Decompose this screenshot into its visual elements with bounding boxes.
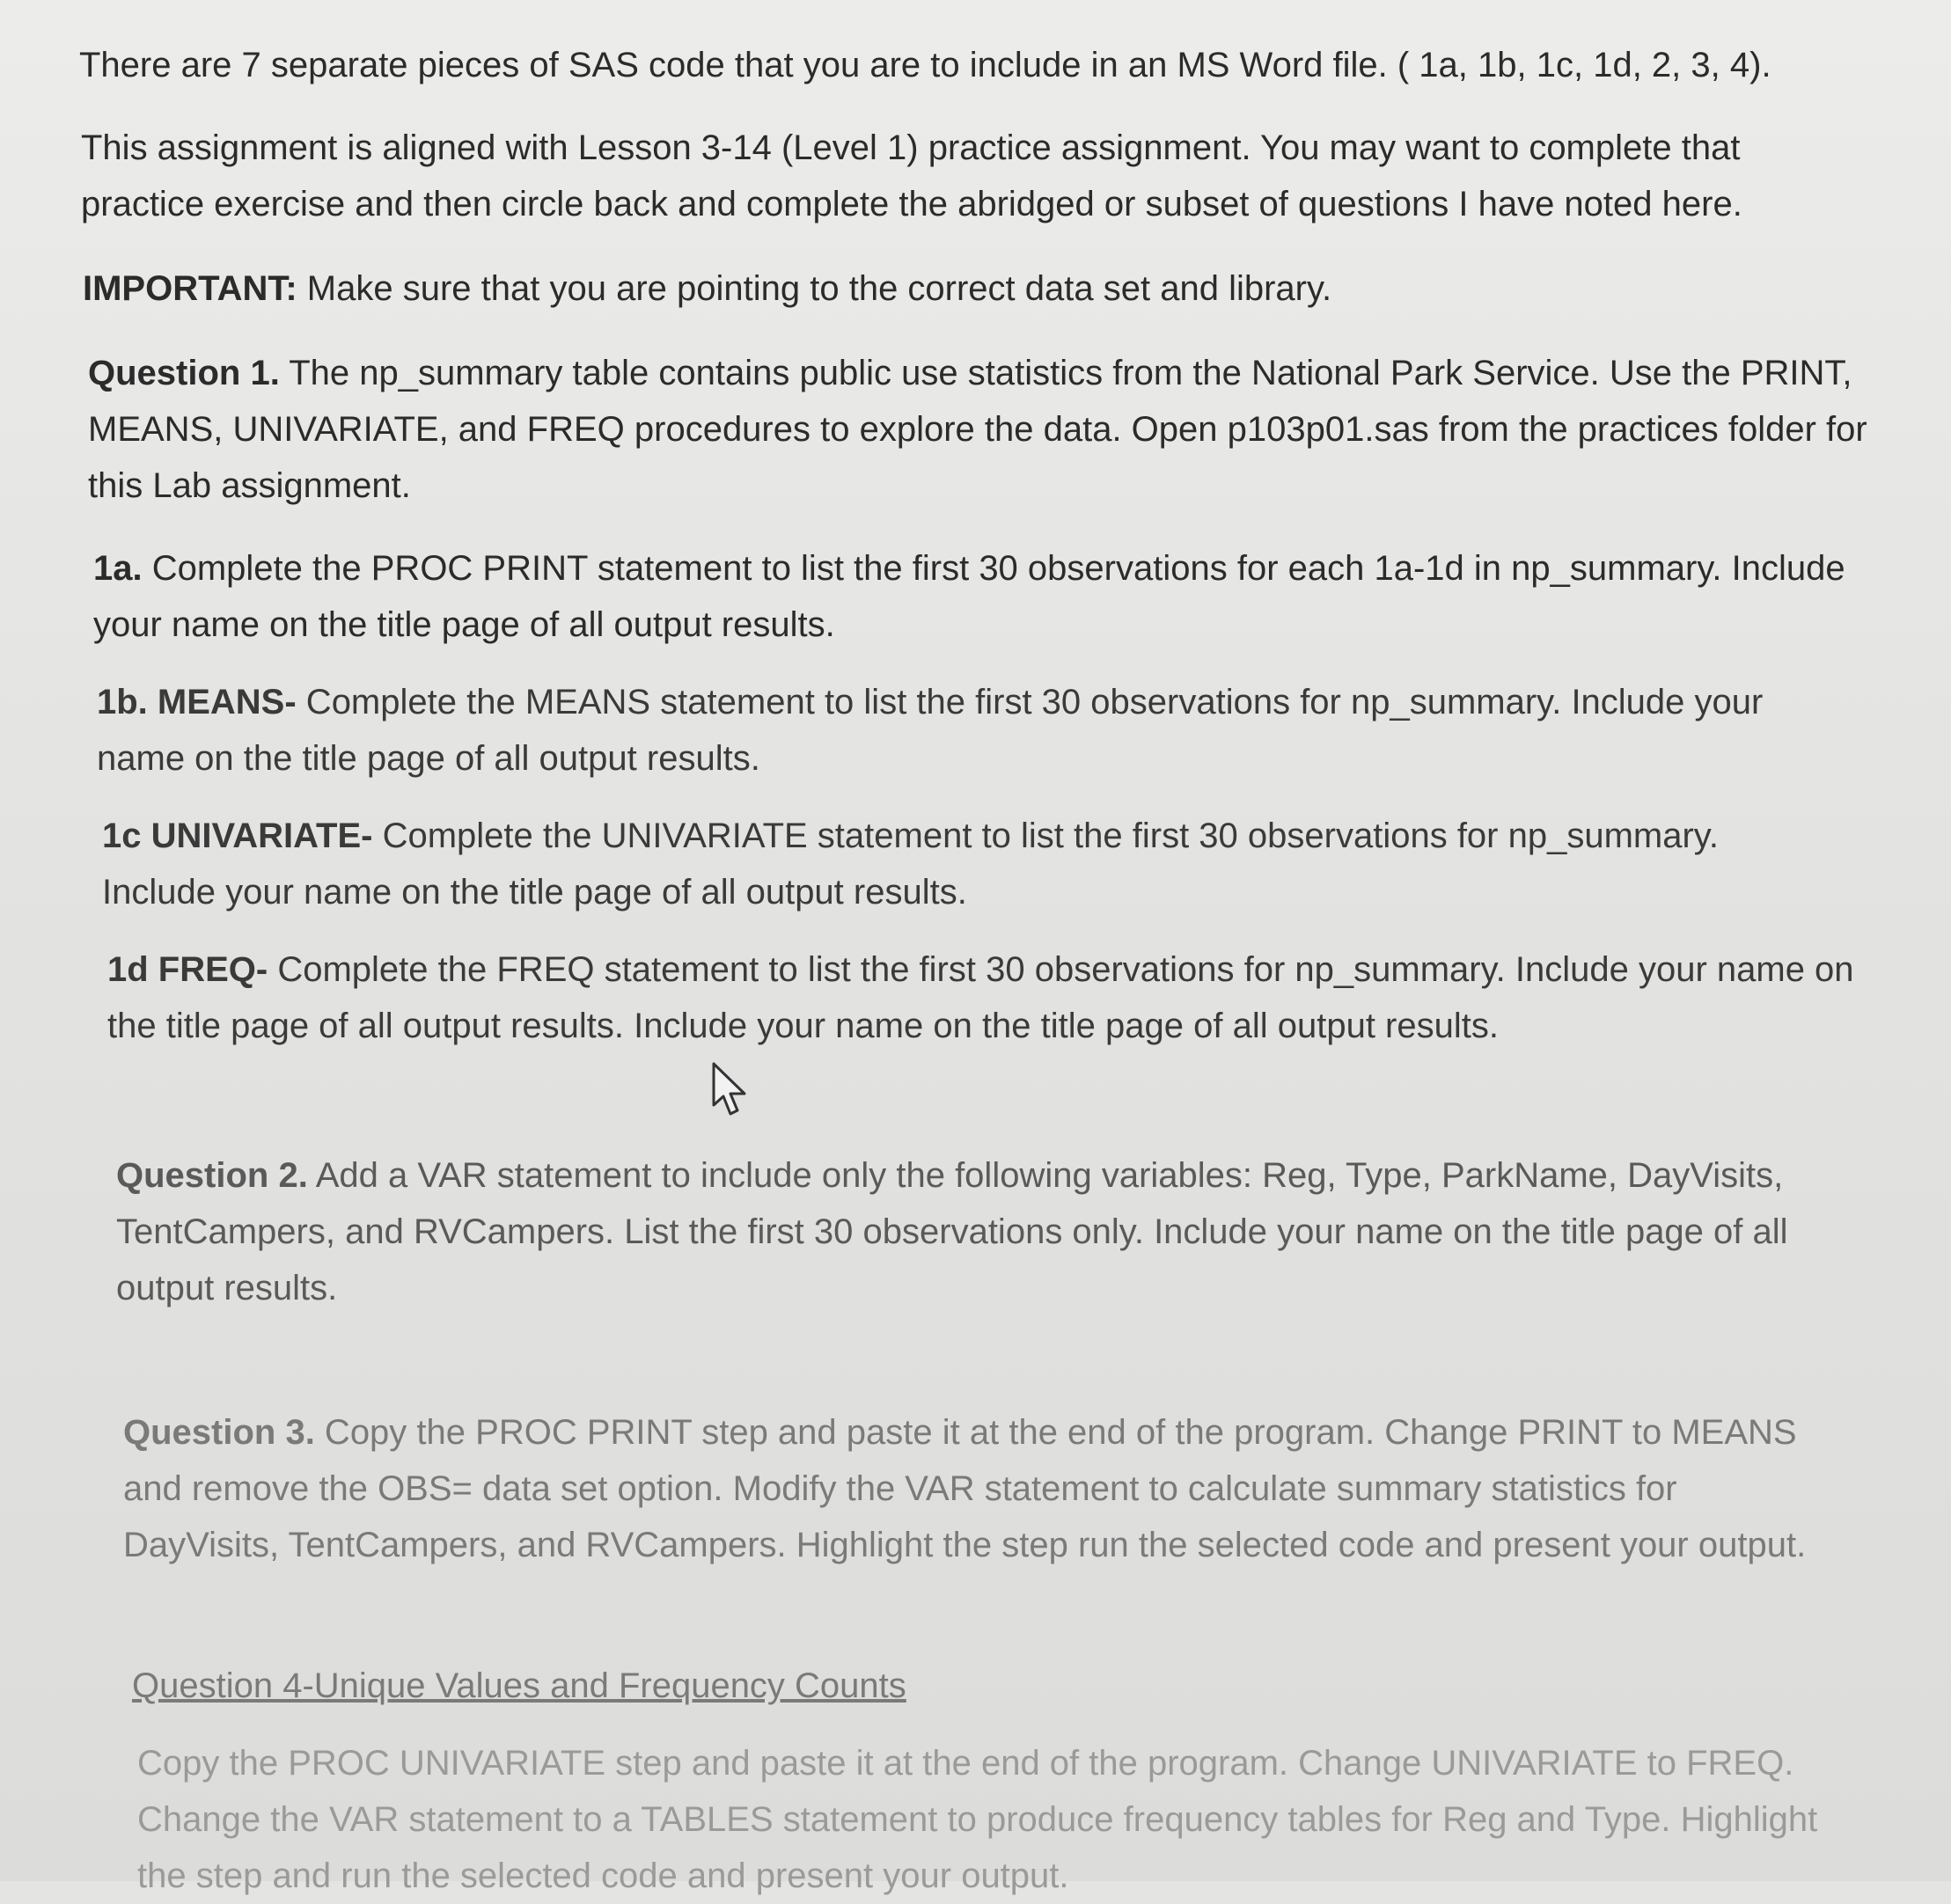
question-1c bbox=[102, 808, 1792, 920]
question-1d bbox=[107, 941, 1876, 1054]
question-4-heading: Question 4-Unique Values and Frequency Counts bbox=[132, 1666, 906, 1705]
question-1d-text: Complete the FREQ statement to list the first 30 observations for np_summary. Include your name on the title page of all output results. Include your name on the title page of all output results. bbox=[107, 950, 1854, 1045]
question-1-text: The np_summary table contains public use statistics from the National Park Service. Use the PRINT, MEANS, UNIVARIATE, and FREQ procedures to explore the data. Open p103p01.sas from the practices folder for this Lab assignment. bbox=[88, 354, 1867, 505]
question-1c-label: 1c UNIVARIATE- bbox=[102, 817, 373, 855]
question-2-label: Question 2. bbox=[116, 1156, 308, 1195]
mouse-pointer-icon bbox=[711, 1061, 752, 1117]
question-1-label: Question 1. bbox=[88, 354, 280, 392]
question-1a bbox=[93, 540, 1871, 653]
important-text: Make sure that you are pointing to the correct data set and library. bbox=[297, 269, 1332, 308]
question-1 bbox=[88, 345, 1874, 514]
intro-line-2: This assignment is aligned with Lesson 3-14 (Level 1) practice assignment. You may want to complete that practice exercise and then circle back and complete the abridged or subset of questions I have noted here. bbox=[81, 128, 1742, 223]
question-2-text: Add a VAR statement to include only the following variables: Reg, Type, ParkName, DayVisits, TentCampers, and RVCampers. List the first 30 observations only. Include your name on the title page of all output results. bbox=[116, 1156, 1788, 1307]
question-1d-label: 1d FREQ- bbox=[107, 950, 268, 989]
question-1b bbox=[97, 674, 1822, 787]
intro-line-1: There are 7 separate pieces of SAS code that you are to include in an MS Word file. ( 1a, 1b, 1c, 1d, 2, 3, 4). bbox=[79, 46, 1771, 84]
important-note bbox=[83, 260, 1843, 317]
question-1a-text: Complete the PROC PRINT statement to list the first 30 observations for each 1a-1d in np_summary. Include your name on the title page of all output results. bbox=[93, 549, 1845, 644]
question-3 bbox=[123, 1404, 1839, 1573]
question-1a-label: 1a. bbox=[93, 549, 143, 588]
question-1b-text: Complete the MEANS statement to list the first 30 observations for np_summary. Include your name on the title page of all output results. bbox=[97, 683, 1764, 778]
question-3-label: Question 3. bbox=[123, 1413, 315, 1452]
question-2 bbox=[116, 1147, 1788, 1316]
question-4-text: Copy the PROC UNIVARIATE step and paste it at the end of the program. Change UNIVARIATE to FREQ. Change the VAR statement to a TABLES statement to produce frequency tables for Reg and Type. Highlight the step and run the selected code and present your output. bbox=[137, 1744, 1818, 1895]
important-label: IMPORTANT: bbox=[83, 269, 297, 308]
question-1b-label: 1b. MEANS- bbox=[97, 683, 297, 721]
question-3-text: Copy the PROC PRINT step and paste it at the end of the program. Change PRINT to MEANS and remove the OBS= data set option. Modify the VAR statement to calculate summary statistics for DayVisits, TentCampers, and RVCampers. Highlight the step run the selected code and present your output. bbox=[123, 1413, 1807, 1564]
question-1c-text: Complete the UNIVARIATE statement to list the first 30 observations for np_summary. Include your name on the title page of all output results. bbox=[102, 817, 1719, 912]
